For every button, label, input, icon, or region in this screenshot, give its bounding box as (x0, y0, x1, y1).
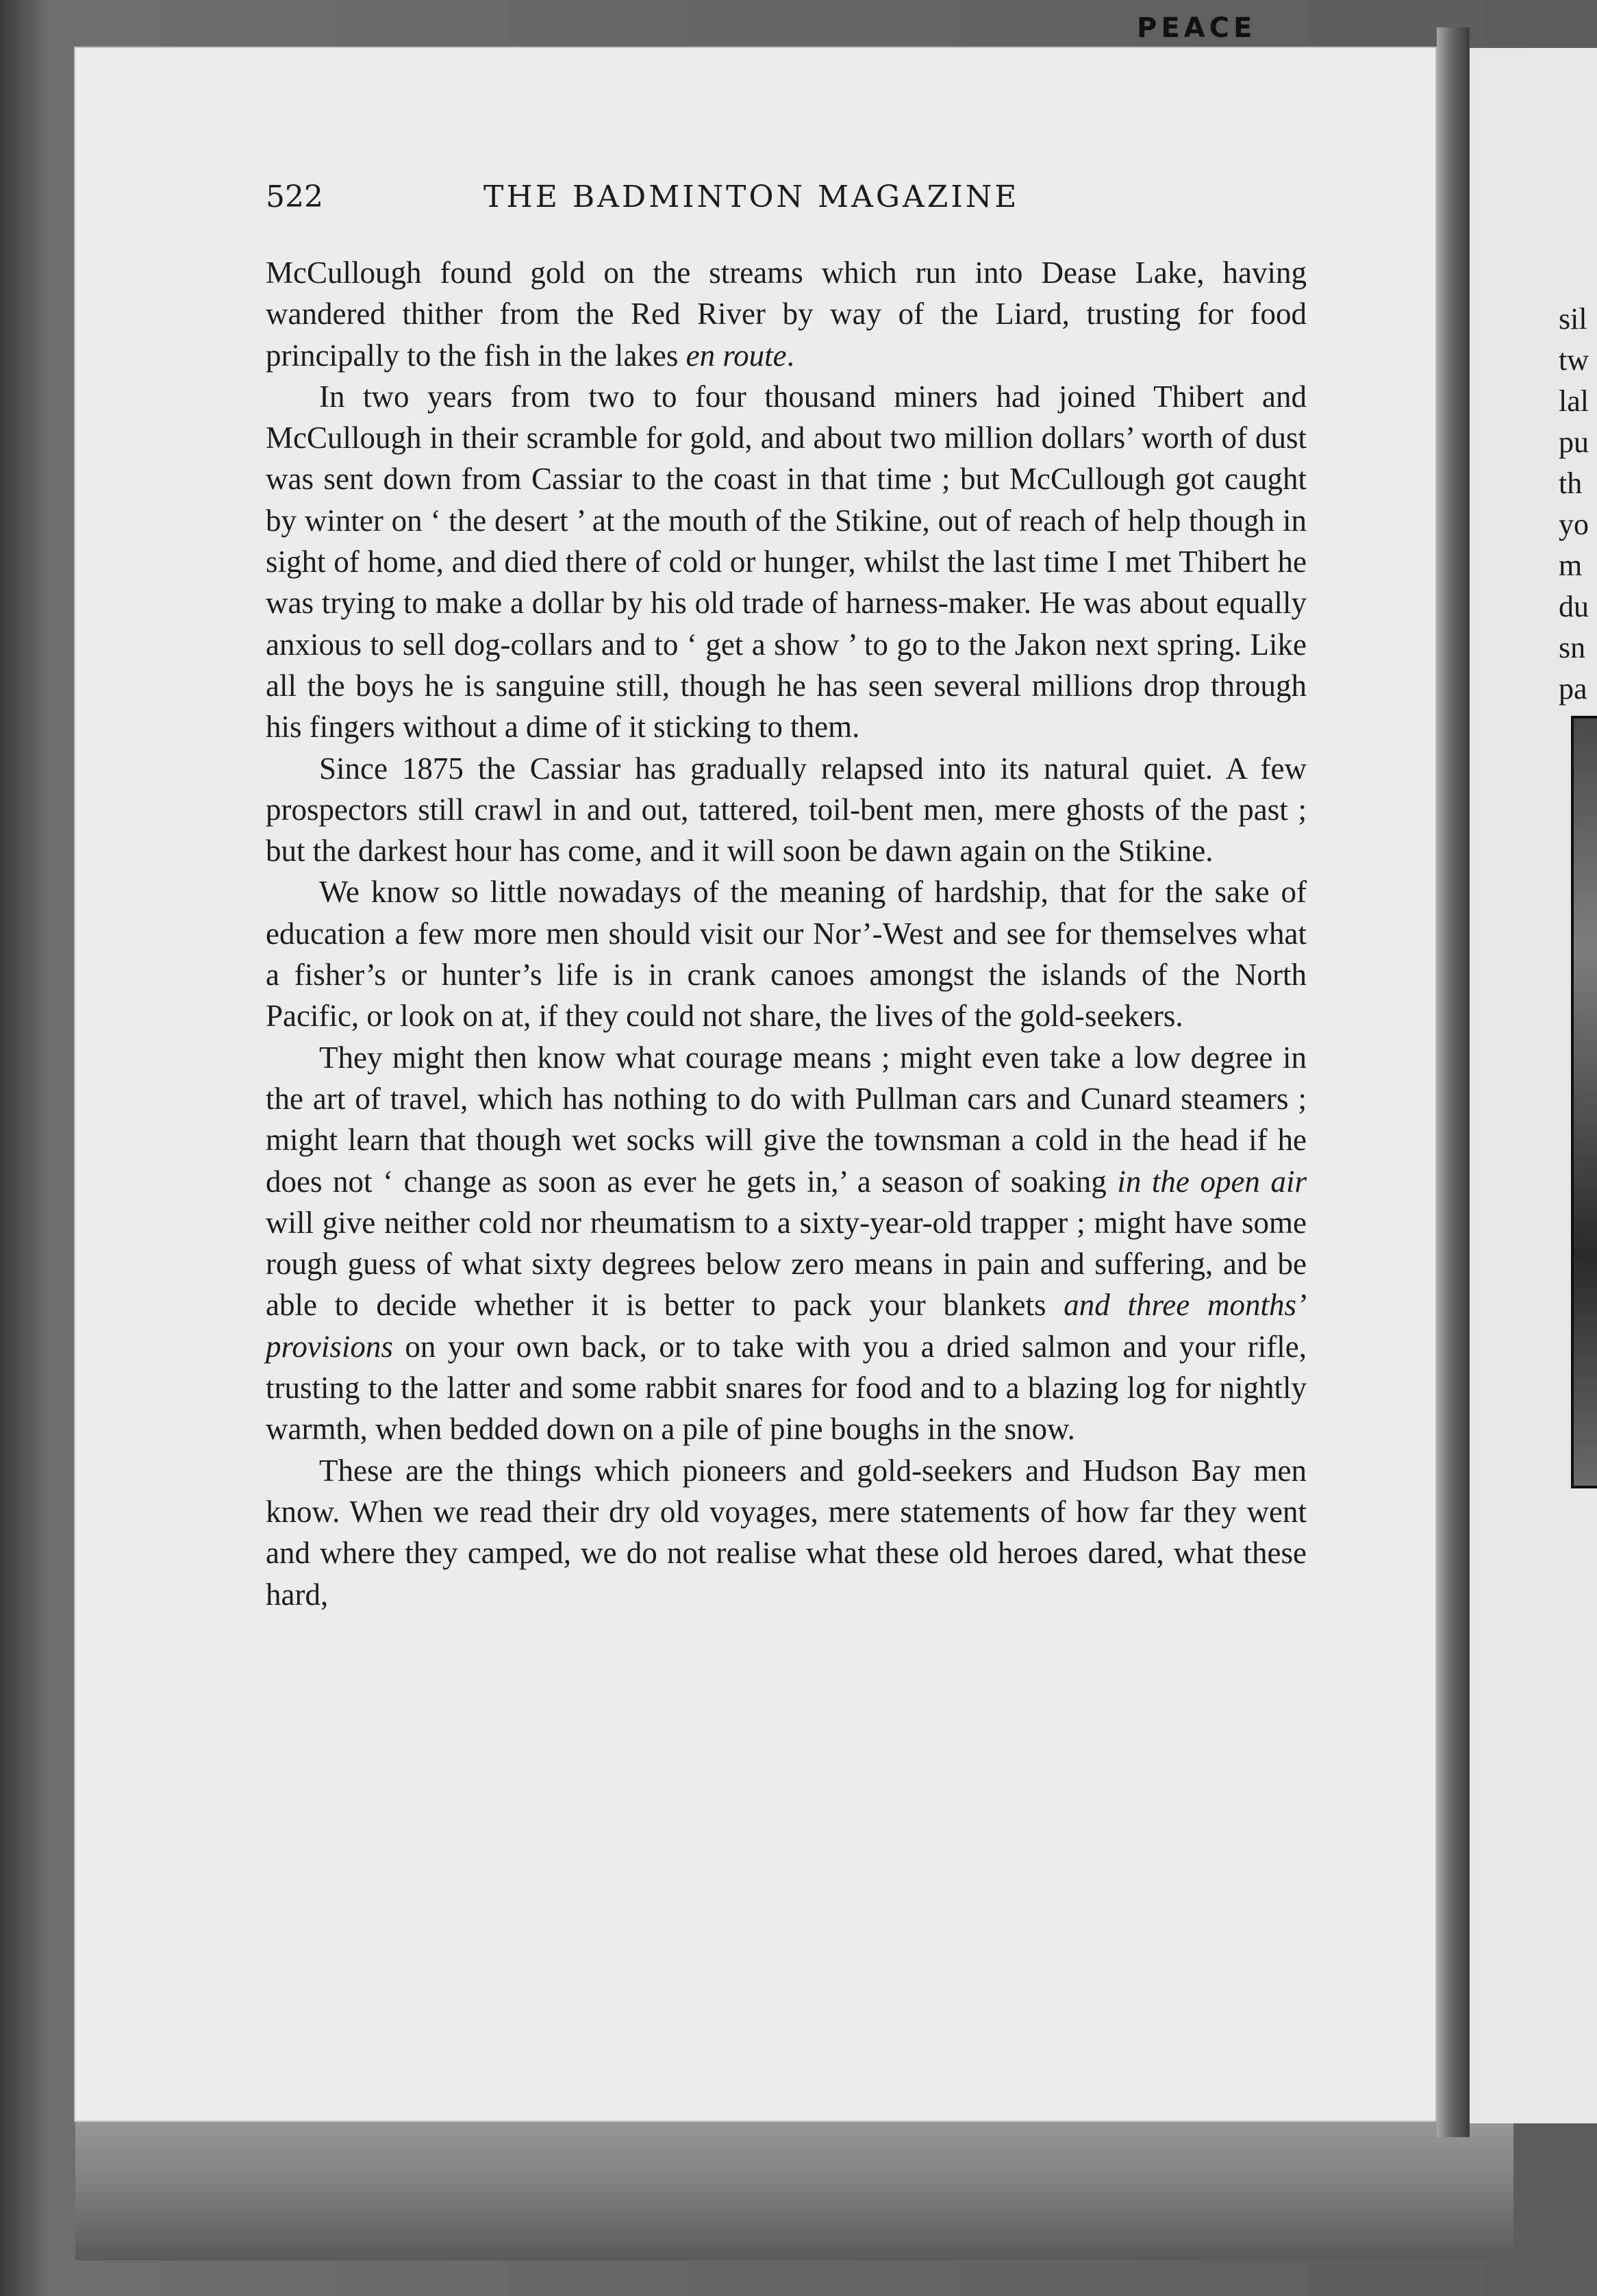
text-run: In two years from two to four thousand miners had joined Thibert and McCullough in their scramble for gold, and about two million dollars’ worth of dust was sent down from Cassiar to the coast in that time ; but McCullough got caught by winter on ‘ the desert ’ at the mouth of the Stikine, out of reach of help though in sight of home, and died there of cold or hunger, whilst the last time I met Thibert he was trying to make a dollar by his old trade of harness-maker. He was about equally anxious to sell dog-collars and to ‘ get a show ’ to go to the Jakon next spring. Like all the boys he is sanguine still, though he has seen several millions drop through his fingers without a dime of it sticking to them. (266, 379, 1307, 745)
italic-text: en route (686, 338, 787, 373)
facing-page-fragment: sn (1559, 631, 1586, 664)
facing-page-fragment: lal (1559, 384, 1589, 418)
facing-page-fragment: du (1559, 590, 1589, 623)
facing-page-fragment: m (1559, 549, 1583, 582)
facing-page (1470, 48, 1597, 2123)
italic-text: in the open air (1117, 1164, 1307, 1199)
text-run: will give neither cold nor rheumatism to a sixty-year-old trapper ; might have some rough guess of what sixty degrees below zero means in pain and suffering, and be able to decide whether it is better to pack your blankets (266, 1205, 1307, 1323)
facing-page-illustration (1571, 716, 1597, 1488)
paragraph (266, 871, 1307, 1036)
margin-handwritten-note: PEACE (1137, 12, 1257, 44)
text-run: We know so little nowadays of the meaning of hardship, that for the sake of education a few more men should visit our Nor’-West and see for themselves what a fisher’s or hunter’s life is in crank canoes amongst the islands of the North Pacific, or look on at, if they could not share, the lives of the gold-seekers. (266, 875, 1307, 1034)
text-run: . (786, 338, 794, 373)
book-bottom-edge (75, 2110, 1513, 2260)
facing-page-fragment: tw (1559, 343, 1589, 377)
text-run: on your own back, or to take with you a dried salmon and your rifle, trusting to the latter and some rabbit snares for food and to a blazing log for nightly warmth, when bedded down on a pile of pine boughs in the snow. (266, 1329, 1307, 1447)
article-body (266, 252, 1307, 1615)
text-run: Since 1875 the Cassiar has gradually relapsed into its natural quiet. A few prospectors still crawl in and out, tattered, toil-bent men, mere ghosts of the past ; but the darkest hour has come, and it will soon be dawn again on the Stikine. (266, 751, 1307, 869)
paragraph (266, 252, 1307, 376)
facing-page-fragment: sil (1559, 302, 1587, 336)
paragraph (266, 748, 1307, 872)
italic-text: and three months’ provisions (266, 1288, 1307, 1364)
running-title: THE BADMINTON MAGAZINE (483, 179, 1020, 214)
paragraph (266, 1037, 1307, 1450)
paragraph (266, 376, 1307, 748)
facing-page-fragment: th (1559, 466, 1583, 500)
facing-page-fragment: yo (1559, 508, 1589, 541)
text-run: McCullough found gold on the streams which run into Dease Lake, having wandered thither from the Red River by way of the Liard, trusting for food principally to the fish in the lakes (266, 255, 1307, 373)
facing-page-fragment: pa (1559, 672, 1587, 706)
text-run: These are the things which pioneers and gold-seekers and Hudson Bay men know. When we read their dry old voyages, mere statements of how far they went and where they camped, we do not realise what these old heroes dared, what these hard, (266, 1453, 1307, 1612)
page-number: 522 (266, 179, 323, 214)
facing-page-fragment: pu (1559, 425, 1589, 459)
paragraph (266, 1450, 1307, 1615)
text-run: They might then know what courage means ; might even take a low degree in the art of travel, which has nothing to do with Pullman cars and Cunard steamers ; might learn that though wet socks will give the townsman a cold in the head if he does not ‘ change as soon as ever he gets in,’ a season of soaking (266, 1040, 1307, 1199)
book-gutter (1437, 27, 1470, 2137)
